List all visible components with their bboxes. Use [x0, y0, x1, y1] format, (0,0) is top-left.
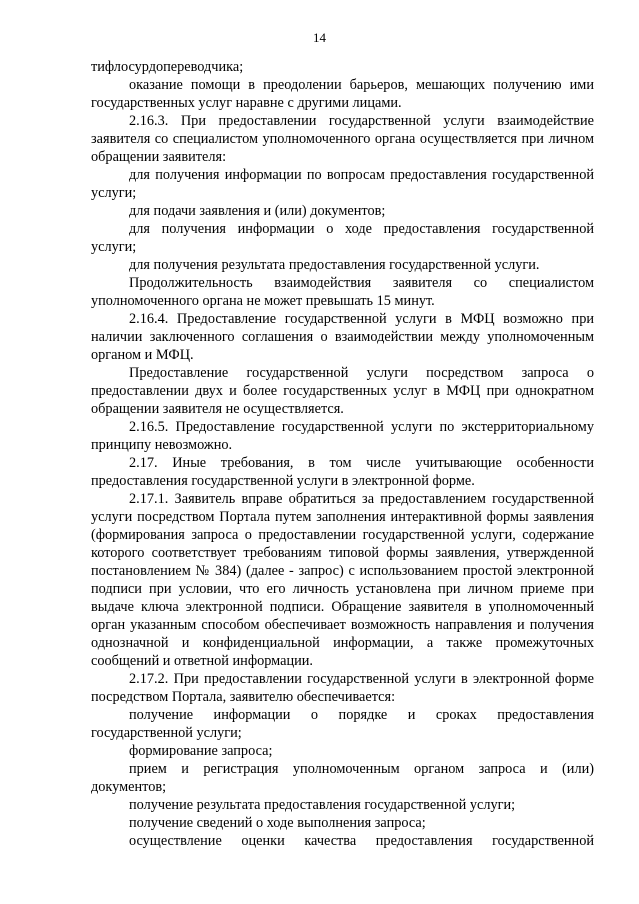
paragraph: для получения информации по вопросам предоставления государственной услуги;: [91, 167, 594, 201]
paragraph: осуществление оценки качества предоставления государственной: [129, 833, 594, 849]
paragraph: для подачи заявления и (или) документов;: [129, 203, 386, 219]
paragraph: 2.16.3. При предоставлении государственной услуги взаимодействие заявителя со специалистом уполномоченного органа осуществляется при личном обращении заявителя:: [91, 113, 594, 165]
paragraph: 2.17.1. Заявитель вправе обратиться за предоставлением государственной услуги посредством Портала путем заполнения интерактивной формы заявления (формирования запроса о предоставлении государственной услуги, содержание которого соответствует требованиям типовой формы заявления, утвержденной постановлением № 384) (далее - запрос) с использованием простой электронной подписи при условии, что его личность установлена при личном приеме при выдаче ключа электронной подписи. Обращение заявителя в уполномоченный орган указанным способом обеспечивает возможность направления и получения однозначной и конфиденциальной информации, а также промежуточных сообщений и ответной информации.: [91, 491, 594, 669]
paragraph: 2.17. Иные требования, в том числе учитывающие особенности предоставления государственной услуги в электронной форме.: [91, 455, 594, 489]
paragraph: для получения результата предоставления государственной услуги.: [129, 257, 540, 273]
paragraph: 2.17.2. При предоставлении государственной услуги в электронной форме посредством Портала, заявителю обеспечивается:: [91, 671, 594, 705]
paragraph: Предоставление государственной услуги посредством запроса о предоставлении двух и более государственных услуг в МФЦ при однократном обращении заявителя не осуществляется.: [91, 365, 594, 417]
paragraph: оказание помощи в преодолении барьеров, мешающих получению ими государственных услуг наравне с другими лицами.: [91, 77, 594, 111]
paragraph: 2.16.5. Предоставление государственной услуги по экстерриториальному принципу невозможно.: [91, 419, 594, 453]
paragraph: 2.16.4. Предоставление государственной услуги в МФЦ возможно при наличии заключенного соглашения о взаимодействии между уполномоченным органом и МФЦ.: [91, 311, 594, 363]
paragraph: получение информации о порядке и сроках предоставления государственной услуги;: [91, 707, 594, 741]
paragraph: прием и регистрация уполномоченным органом запроса и (или) документов;: [91, 761, 594, 795]
paragraph: для получения информации о ходе предоставления государственной услуги;: [91, 221, 594, 255]
page-number: 14: [313, 30, 326, 45]
paragraph: формирование запроса;: [129, 743, 273, 759]
paragraph: получение сведений о ходе выполнения запроса;: [129, 815, 426, 831]
paragraph: тифлосурдопереводчика;: [91, 59, 244, 75]
document-body: [91, 58, 594, 850]
paragraph: получение результата предоставления государственной услуги;: [129, 797, 516, 813]
paragraph: Продолжительность взаимодействия заявителя со специалистом уполномоченного органа не может превышать 15 минут.: [91, 275, 594, 309]
